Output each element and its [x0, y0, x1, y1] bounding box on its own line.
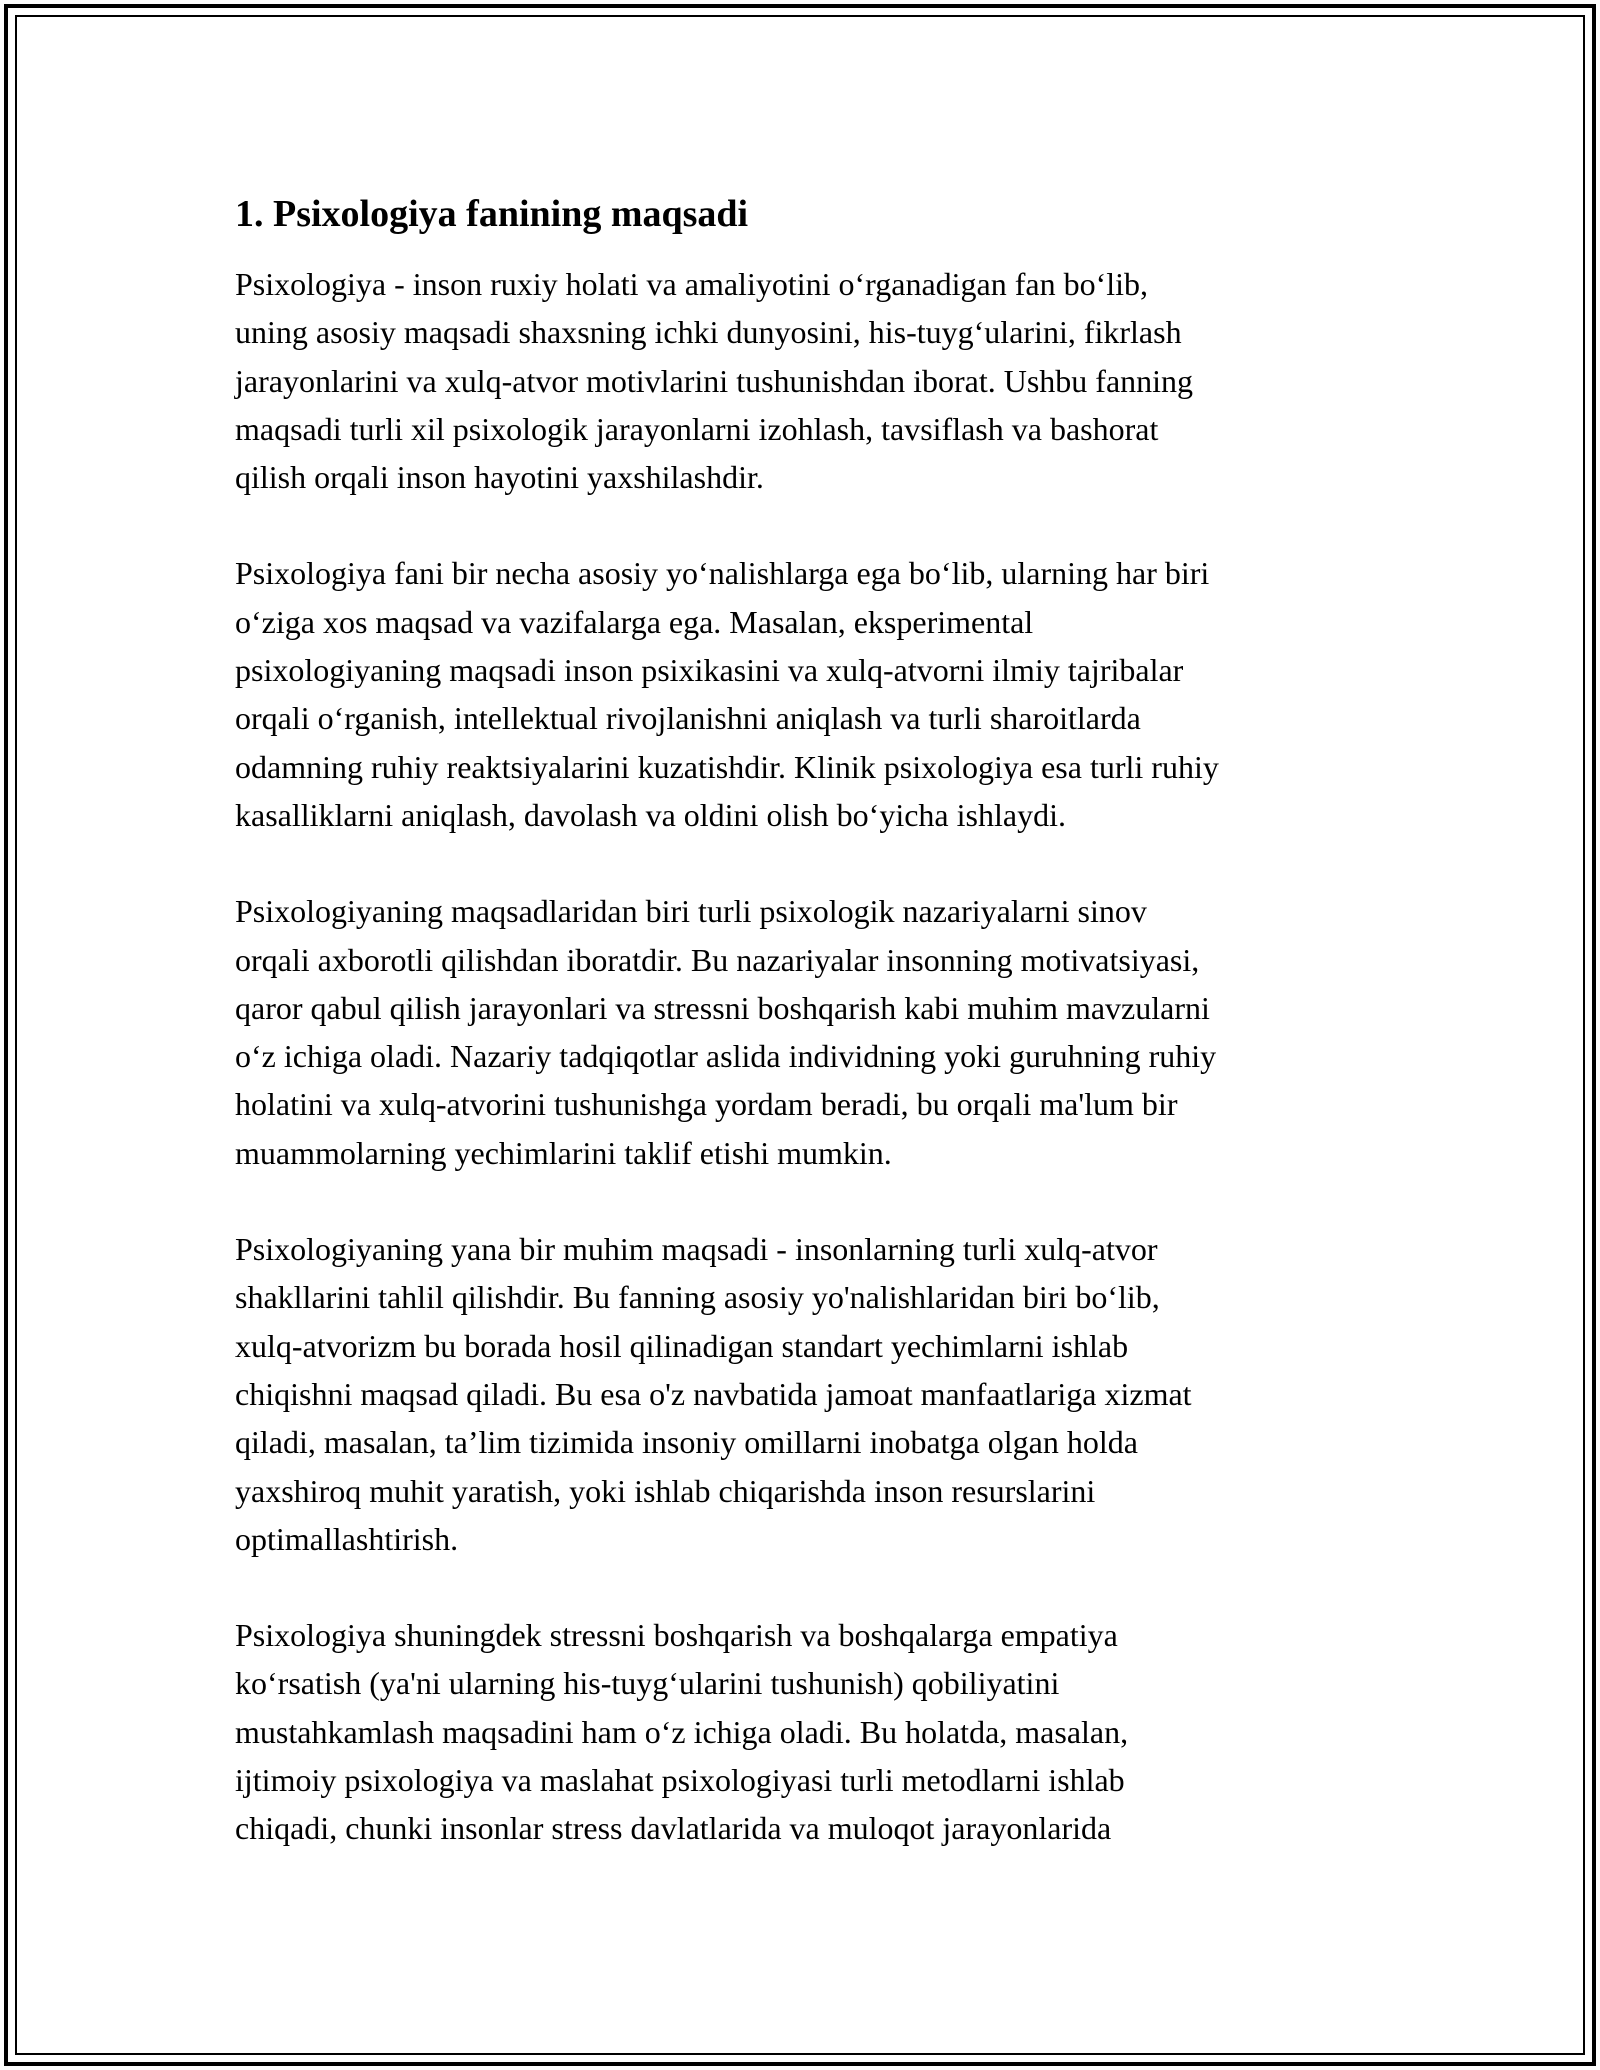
paragraph-2 — [235, 549, 1385, 839]
text-line: muammolarning yechimlarini taklif etishi mumkin. — [235, 1134, 892, 1171]
text-line: odamning ruhiy reaktsiyalarini kuzatishdir. Klinik psixologiya esa turli ruhiy — [235, 748, 1219, 785]
paragraph-3 — [235, 887, 1385, 1177]
text-line: Psixologiya - inson ruxiy holati va amaliyotini o‘rganadigan fan bo‘lib, — [235, 266, 1149, 302]
text-line: optimallashtirish. — [235, 1520, 459, 1557]
text-line: Psixologiya fani bir necha asosiy yo‘nalishlarga ega bo‘lib, ularning har biri — [235, 555, 1210, 592]
text-line: Psixologiya shuningdek stressni boshqarish va boshqalarga empatiya — [235, 1617, 1118, 1654]
text-line: jarayonlarini va xulq-atvor motivlarini tushunishdan iborat. Ushbu fanning — [235, 362, 1194, 399]
text-line: shakllarini tahlil qilishdir. Bu fanning asosiy yo'nalishlaridan biri bo‘lib, — [235, 1279, 1160, 1316]
text-line: holatini va xulq-atvorini tushunishga yordam beradi, bu orqali ma'lum bir — [235, 1086, 1178, 1123]
document-body — [235, 188, 1385, 1901]
text-line: o‘ziga xos maqsad va vazifalarga ega. Masalan, eksperimental — [235, 603, 1034, 640]
text-line: chiqishni maqsad qiladi. Bu esa o'z navbatida jamoat manfaatlariga xizmat — [235, 1375, 1192, 1412]
text-line: orqali axborotli qilishdan iboratdir. Bu nazariyalar insonning motivatsiyasi, — [235, 941, 1200, 978]
text-line: Psixologiyaning yana bir muhim maqsadi - insonlarning turli xulq-atvor — [235, 1231, 1158, 1268]
text-line: uning asosiy maqsadi shaxsning ichki dunyosini, his-tuyg‘ularini, fikrlash — [235, 314, 1182, 351]
text-line: mustahkamlash maqsadini ham o‘z ichiga oladi. Bu holatda, masalan, — [235, 1713, 1129, 1750]
text-line: chiqadi, chunki insonlar stress davlatlarida va muloqot jarayonlarida — [235, 1810, 1112, 1847]
paragraph-4 — [235, 1225, 1385, 1563]
section-heading: 1. Psixologiya fanining maqsadi — [235, 193, 749, 235]
text-line: qilish orqali inson hayotini yaxshilashdir. — [235, 459, 764, 496]
text-line: ko‘rsatish (ya'ni ularning his-tuyg‘ularini tushunish) qobiliyatini — [235, 1665, 1060, 1702]
text-line: kasalliklarni aniqlash, davolash va oldini olish bo‘yicha ishlaydi. — [235, 796, 1066, 833]
text-line: yaxshiroq muhit yaratish, yoki ishlab chiqarishda inson resurslarini — [235, 1472, 1096, 1509]
text-line: xulq-atvorizm bu borada hosil qilinadigan standart yechimlarni ishlab — [235, 1327, 1129, 1364]
text-line: ijtimoiy psixologiya va maslahat psixologiyasi turli metodlarni ishlab — [235, 1762, 1125, 1799]
text-line: psixologiyaning maqsadi inson psixikasini va xulq-atvorni ilmiy tajribalar — [235, 652, 1184, 689]
text-line: qaror qabul qilish jarayonlari va stressni boshqarish kabi muhim mavzularni — [235, 989, 1210, 1026]
paragraph-1 — [235, 260, 1385, 501]
text-line: maqsadi turli xil psixologik jarayonlarni izohlash, tavsiflash va bashorat — [235, 410, 1159, 447]
text-line: qiladi, masalan, ta’lim tizimida insoniy omillarni inobatga olgan holda — [235, 1424, 1138, 1461]
paragraph-5 — [235, 1611, 1385, 1852]
text-line: orqali o‘rganish, intellektual rivojlanishni aniqlash va turli sharoitlarda — [235, 700, 1141, 737]
text-line: o‘z ichiga oladi. Nazariy tadqiqotlar aslida individning yoki guruhning ruhiy — [235, 1038, 1217, 1075]
text-line: Psixologiyaning maqsadlaridan biri turli psixologik nazariyalarni sinov — [235, 893, 1147, 930]
